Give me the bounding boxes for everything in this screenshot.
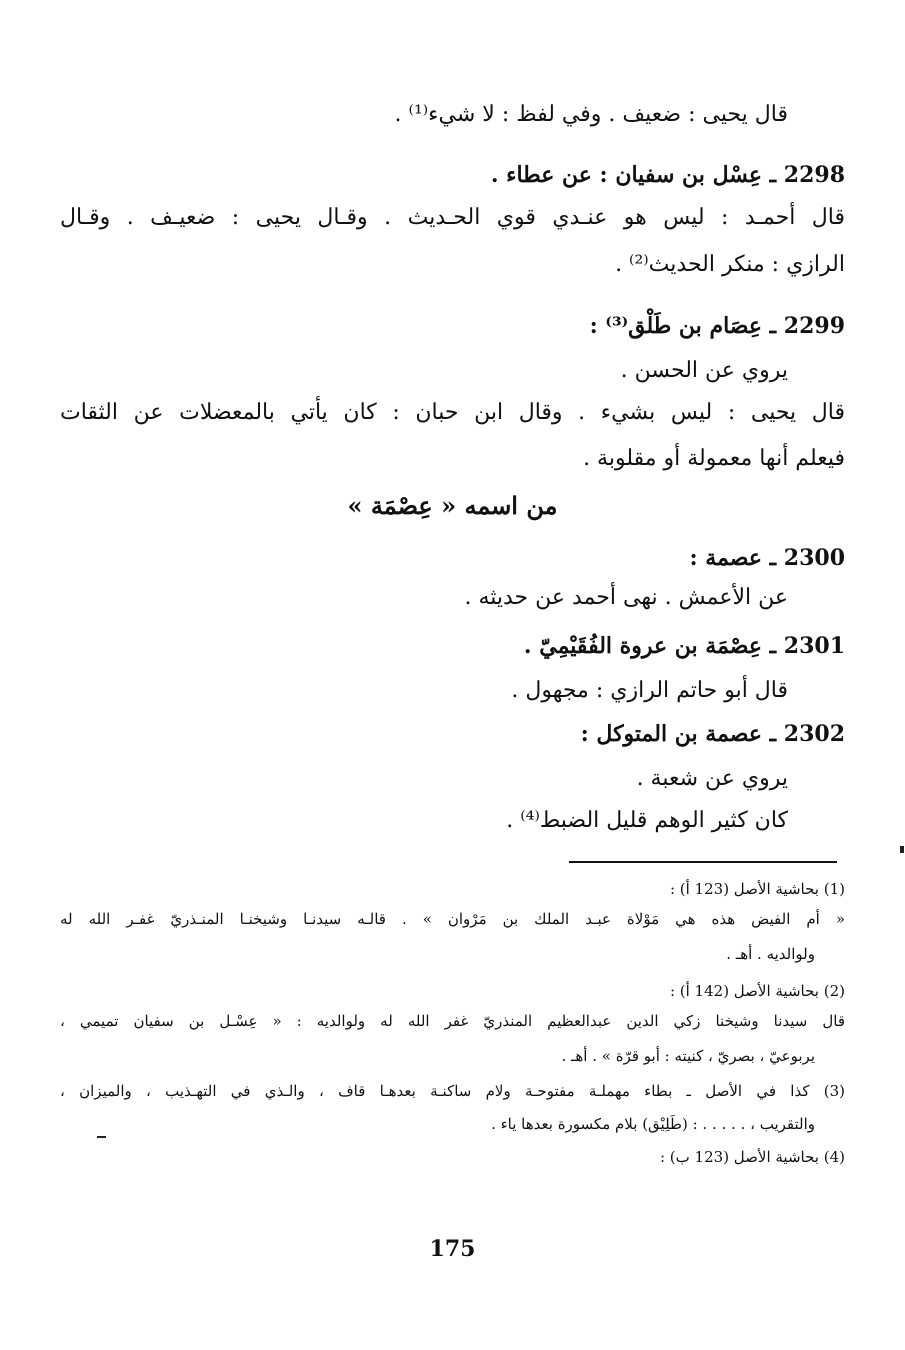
body-line-1: قال يحيى : ضعيف . وفي لفظ : لا شيء⁽¹⁾ .: [394, 102, 788, 127]
entry-2301-title: 2301 ـ عِصْمَة بن عروة الفُقَيْمِيّ .: [523, 633, 845, 659]
section-heading: من اسمه « عِصْمَة »: [347, 491, 558, 520]
footnote-4-label: (4) بحاشية الأصل (123 ب) :: [659, 1148, 845, 1166]
scan-mark-right: [900, 846, 904, 853]
footnote-1-cont: ولوالديه . أهـ .: [726, 945, 815, 963]
footnote-1-label: (1) بحاشية الأصل (123 أ) :: [669, 880, 845, 898]
body-line-3: قال أحمـد : ليس هو عنـدي قوي الحـديث . وقـال يحيى : ضعيـف . وقـال: [60, 205, 845, 230]
footnote-3-text: (3) كذا في الأصل ـ بطاء مهملـة مفتوحـة ولام ساكنـة بعدهـا قاف ، والـذي في التهـذيب ، والميزان ،: [60, 1082, 845, 1100]
entry-2302-text-1: يروي عن شعبة .: [636, 766, 788, 791]
footnote-2-cont: يربوعيّ ، بصريّ ، كنيته : أبو قرّة » . أهـ .: [561, 1047, 815, 1065]
entry-2300-text: عن الأعمش . نهى أحمد عن حديثه .: [464, 585, 788, 610]
footnote-2-label: (2) بحاشية الأصل (142 أ) :: [669, 982, 845, 1000]
scan-mark-left: [97, 1136, 106, 1138]
footnote-separator: [569, 861, 837, 863]
entry-2302-text-2: كان كثير الوهم قليل الضبط⁽⁴⁾ .: [506, 808, 788, 833]
entry-2298-title: 2298 ـ عِسْل بن سفيان : عن عطاء .: [490, 162, 845, 188]
body-line-6: يروي عن الحسن .: [620, 358, 788, 383]
footnote-3-cont: والتقريب ، . . . . . : (طَلِيْق) بلام مكسورة بعدها ياء .: [491, 1115, 815, 1133]
entry-2302-title: 2302 ـ عصمة بن المتوكل :: [580, 721, 845, 747]
entry-2301-text: قال أبو حاتم الرازي : مجهول .: [511, 678, 788, 703]
entry-2299-title: 2299 ـ عِصَام بن طَلْق⁽³⁾ :: [589, 313, 845, 339]
footnote-2-text: قال سيدنا وشيخنا زكي الدين عبدالعظيم المنذريّ غفر الله له ولوالديه : « عِسْـل بن سفيان تميمي ،: [60, 1012, 845, 1030]
page-number: 175: [429, 1236, 476, 1262]
entry-2300-title: 2300 ـ عصمة :: [689, 545, 845, 571]
body-line-7: قال يحيى : ليس بشيء . وقال ابن حبان : كان يأتي بالمعضلات عن الثقات: [60, 400, 845, 425]
footnote-1-text: « أم الفيض هذه هي مَوْلاة عبـد الملك بن مَرْوان » . قالـه سيدنـا وشيخنـا المنـذريّ غفـر الله له: [60, 910, 845, 928]
body-line-8: فيعلم أنها معمولة أو مقلوبة .: [583, 446, 845, 471]
body-line-4: الرازي : منكر الحديث⁽²⁾ .: [615, 252, 845, 277]
